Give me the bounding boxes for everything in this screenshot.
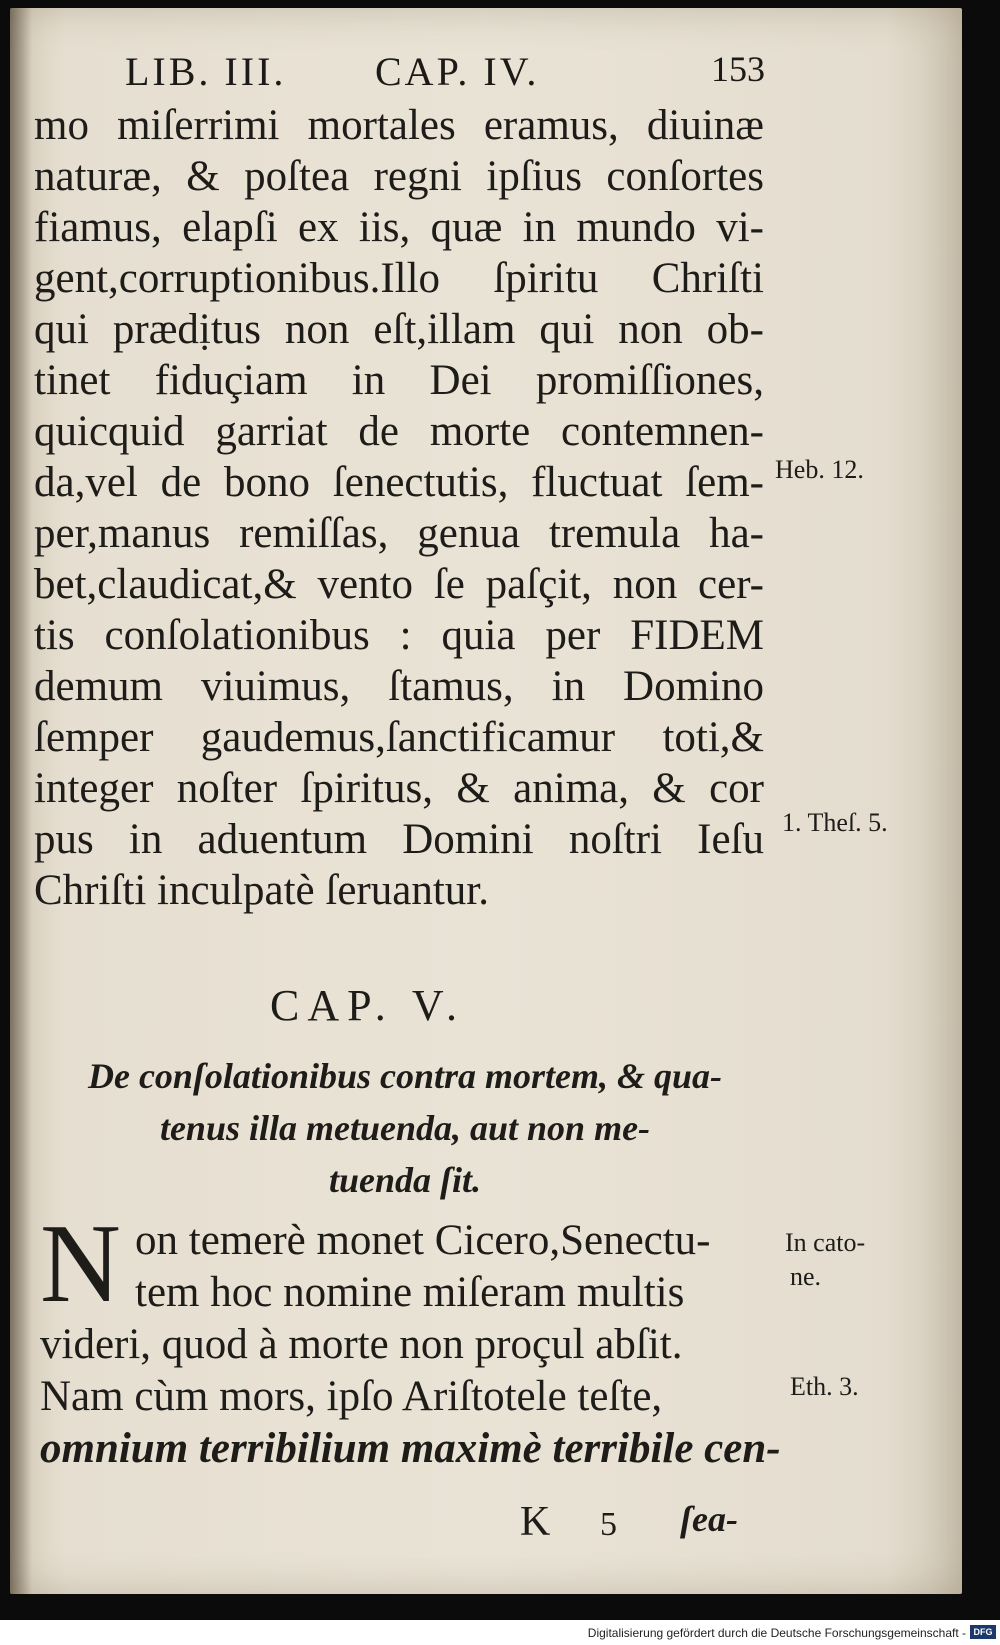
summary-line: De conſolationibus contra mortem, & qua-: [87, 1056, 723, 1096]
text-line: bet,claudicat,& vento ſe paſçit, non cer-: [34, 561, 764, 608]
chapter-heading: CAP. V.: [270, 981, 466, 1030]
header-book: LIB. III.: [125, 49, 287, 94]
text-line: tinet fiduçiam in Dei promiſſiones,: [34, 357, 764, 404]
text-line: tis conſolationibus : quia per FIDEM: [34, 612, 764, 659]
margin-note-eth: Eth. 3.: [790, 1372, 859, 1401]
drop-cap: N: [40, 1202, 121, 1326]
header-chapter: CAP. IV.: [375, 49, 540, 94]
text-line: Chriſti inculpatè ſeruantur.: [34, 867, 489, 914]
page-number: 153: [711, 49, 765, 89]
catchword: ſea-: [680, 1499, 738, 1539]
margin-note-heb: Heb. 12.: [775, 455, 864, 484]
text-line: da,vel de bono ſenectutis, fluctuat ſem-: [34, 459, 764, 506]
text-line: integer noſter ſpiritus, & anima, & cor: [34, 765, 764, 812]
text-line: ſemper gaudemus,ſanctificamur toti,&: [34, 714, 764, 761]
dfg-logo: DFG: [970, 1625, 996, 1639]
summary-line: tenus illa metuenda, aut non me-: [159, 1108, 651, 1148]
body-text: [34, 100, 764, 916]
margin-note-catone: In cato-: [785, 1228, 866, 1257]
text-line: pus in aduentum Domini noſtri Ieſu: [34, 816, 764, 863]
text-line: fiamus, elapſi ex iis, quæ in mundo vi-: [34, 204, 764, 251]
chapter-summary: [40, 1050, 770, 1206]
text-line: on temerè monet Cicero,Senectu-: [135, 1217, 711, 1264]
text-line: per,manus remiſſas, genua tremula ha-: [34, 510, 764, 557]
summary-line: tuenda ſit.: [328, 1160, 481, 1200]
chapter-body: [40, 1202, 781, 1475]
text-line: omnium terribilium maximè terribile cen-: [40, 1425, 781, 1472]
text-line: tem hoc nomine miſeram multis: [135, 1269, 685, 1316]
funding-credit: Digitalisierung gefördert durch die Deutsche Forschungsgemeinschaft -: [587, 1626, 966, 1640]
text-line: gent,corruptionibus.Illo ſpiritu Chriſti: [34, 255, 764, 302]
running-header: [125, 48, 765, 98]
footer-bar: [0, 1620, 1000, 1645]
text-line: qui prædịtus non eſt,illam qui non ob-: [34, 306, 764, 353]
text-line: naturæ, & poſtea regni ipſius conſortes: [34, 153, 764, 200]
text-line: demum viuimus, ſtamus, in Domino: [34, 663, 764, 710]
text-line: videri, quod à morte non proçul abſit.: [40, 1321, 683, 1368]
margin-note-catone-cont: ne.: [790, 1262, 822, 1291]
margin-note-thes: 1. Theſ. 5.: [782, 808, 888, 837]
page-gutter-shadow: [10, 8, 32, 1594]
text-line: quicquid garriat de morte contemnen-: [34, 408, 764, 455]
text-line: Nam cùm mors, ipſo Ariſtotele teſte,: [40, 1373, 663, 1420]
signature-mark: K: [520, 1499, 551, 1545]
text-line: mo miſerrimi mortales eramus, diuinæ: [34, 102, 764, 149]
signature-number: 5: [600, 1506, 617, 1543]
catchline: [520, 1498, 770, 1558]
